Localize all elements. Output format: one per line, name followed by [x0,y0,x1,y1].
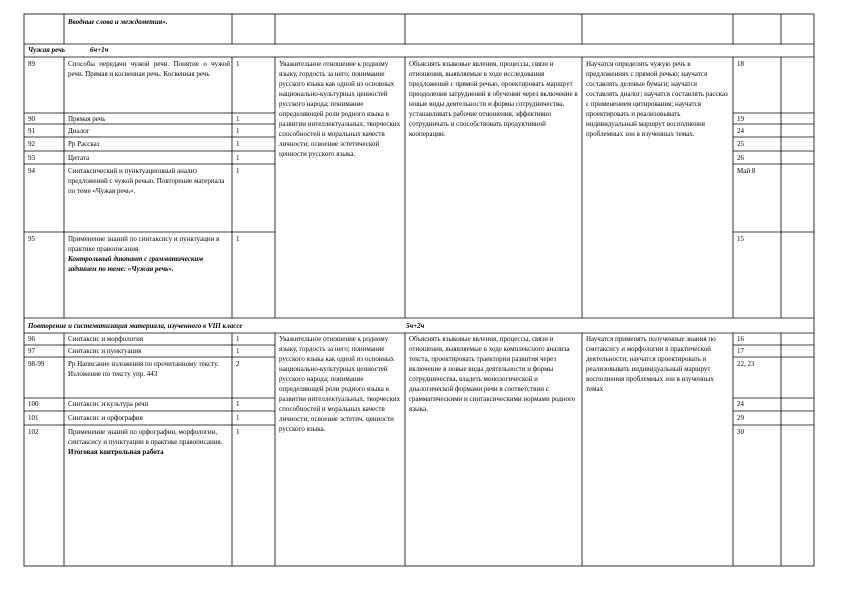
row-hours: 1 [236,127,240,135]
row-num: 96 [28,335,35,343]
row-date: 24 [737,400,744,408]
row-date: 25 [737,140,744,148]
row-topic: Рр Рассказ [68,140,100,148]
row-num: 97 [28,347,35,355]
row-topic-block [66,234,230,318]
row-topic: Синтаксис и морфология [68,335,144,343]
section2-personal-results: Уважительное отношение к родному языку, гордость за него; понимание русского языка как одной из основных национально-культурных ценностей русского народа; понимание определяющей роли родного языка в развитии интеллектуальных, творческих способностей и моральных качеств личности; освоение эстетич. ценности русского языка. [279,335,401,433]
row-date: 17 [737,347,744,355]
row-date: 18 [737,60,744,68]
row-hours: 1 [236,167,240,175]
row-hours: 1 [236,414,240,422]
row-hours: 1 [236,335,240,343]
row-hours: 1 [236,140,240,148]
section1-subject-results: Научатся определять чужую речь в предложениях с прямой речью; научатся составлять деловые бумаги; научатся составлять диалог; научатся составлять рассказ с применением цитирования; научатся проектировать и реализовывать индивидуальный маршрут восполнения проблемных зон в изученных темах. [586,60,728,138]
section2-subject-results: Научатся применять полученные знания по синтаксису и морфологии в практической деятельности; научатся проектировать и реализовывать индивидуальный маршрут восполнения проблемных зон в изученных темах [586,335,716,393]
row-num: 90 [28,115,35,123]
section2-heading: Повторение и систематизация материала, изученного в VIII классе [28,322,243,330]
row-num: 93 [28,154,35,162]
row-topic: Применение знаний по орфографии, морфологии, синтаксису и пунктуации в практике правописания. [68,428,223,446]
section1-heading: Чужая речь [28,46,65,54]
row-hours: 1 [236,60,240,68]
section1-personal-results: Уважительное отношение к родному языку, гордость за него; понимание русского языка как одной из основных национально-культурных ценностей русского народа; понимание определяющей роли родного языка в развитии интеллектуальных, творческих способностей и моральных качеств личности; освоение эстетической ценности русского языка. [279,60,401,158]
row-num: 101 [28,414,39,422]
row-num: 94 [28,167,35,175]
row-date: 15 [737,235,744,243]
row-hours: 1 [236,154,240,162]
row-num: 89 [28,60,35,68]
row-hours: 1 [236,428,240,436]
intro-words-title: Вводные слова и междометия». [68,18,168,26]
section1-meta-results: Объяснять языковые явления, процессы, связи и отношения, выявляемые в ходе исследования предложений с прямой речью, проектировать маршрут преодоления затруднений в обучении через включение в новые виды деятельности и формы сотрудничества, устанавливать рабочие отношения, эффективно сотрудничать и способствовать продуктивной кооперации. [409,60,578,138]
row-topic-block [66,427,230,497]
row-num: 98-99 [28,360,45,368]
row-num: 95 [28,235,35,243]
row-hours: 1 [236,347,240,355]
row-num: 100 [28,400,39,408]
section2-meta-results: Объяснять языковые явления, процессы, связи и отношения, выявляемые в ходе комплексного анализа текста, проектировать траектории развития через включение в новые виды деятельности и формы сотрудничества, владеть монологической и диалогической формами речи в соответствии с грамматическими и синтаксическими нормами родного языка. [409,335,576,413]
row-date: Май 8 [737,167,756,175]
row-date: 16 [737,335,744,343]
row-topic-bold: Контрольный диктант с грамматическим заданием по теме: «Чужая речь». [68,255,204,273]
row-topic: Применение знаний по синтаксису и пунктуации в практике правописания. [68,235,220,253]
row-topic: Цитата [68,154,90,162]
row-topic: Синтаксис и орфография [68,414,143,422]
row-num: 92 [28,140,35,148]
row-topic: Диалог [68,127,90,135]
row-date: 26 [737,154,744,162]
row-topic: Прямая речь [68,115,106,123]
row-hours: 1 [236,400,240,408]
row-topic: Рр Написание изложения по прочитанному тексту. Изложение по тексту упр. 443 [68,360,219,378]
row-hours: 1 [236,235,240,243]
row-topic: Синтаксический и пунктуационный анализ предложений с чужой речью. Повторение материала по теме «Чужая речь». [68,167,225,195]
row-topic: Синтаксис и культура речи [68,400,149,408]
row-topic: Синтаксис и пунктуация [68,347,142,355]
row-hours: 2 [236,360,240,368]
section2-hours: 5ч+2ч [406,322,425,330]
row-topic-bold: Итоговая контрольная работа [68,448,164,456]
row-date: 29 [737,414,744,422]
row-topic: Способы передачи чужой речи. Понятие о чужой речи. Прямая и косвенная речь. Косвенная речь [68,60,230,78]
row-date: 24 [737,127,744,135]
row-date: 30 [737,428,744,436]
section1-hours: 6ч+1ч [90,46,109,54]
row-date: 19 [737,115,744,123]
row-num: 102 [28,428,39,436]
row-hours: 1 [236,115,240,123]
row-date: 22, 23 [737,360,755,368]
row-num: 91 [28,127,35,135]
